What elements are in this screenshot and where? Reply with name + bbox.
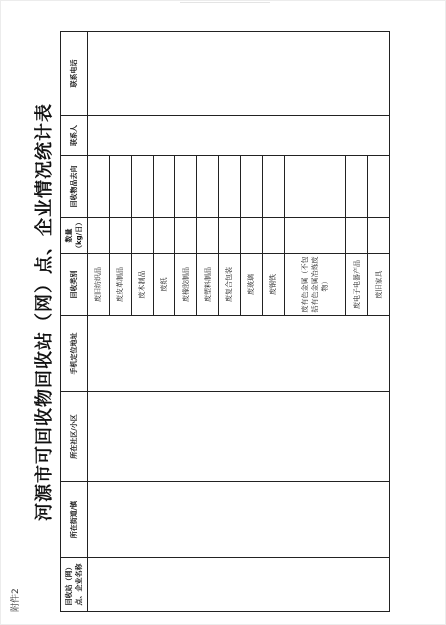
destination-cell[interactable]	[153, 156, 175, 218]
destination-cell[interactable]	[131, 156, 153, 218]
category-cell: 废橡胶制品	[175, 254, 197, 316]
document-title: 河源市可回收物回收站（网）点、企业情况统计表	[34, 103, 55, 521]
quantity-cell[interactable]	[368, 218, 390, 254]
header-community: 所在社区/小区	[61, 392, 88, 482]
category-cell: 废塑料制品	[197, 254, 219, 316]
category-cell: 废玻璃	[240, 254, 262, 316]
quantity-cell[interactable]	[197, 218, 219, 254]
destination-cell[interactable]	[368, 156, 390, 218]
destination-cell[interactable]	[284, 156, 346, 218]
table-row	[88, 32, 110, 612]
category-cell: 废有色金属（不包括有色金属冶炼废物）	[284, 254, 346, 316]
header-quantity: 数量（kg/日）	[61, 218, 88, 254]
header-station-name: 回收站（网）点、企业名称	[61, 558, 88, 612]
category-cell: 废复合包装	[219, 254, 241, 316]
destination-cell[interactable]	[240, 156, 262, 218]
destination-cell[interactable]	[346, 156, 368, 218]
destination-cell[interactable]	[197, 156, 219, 218]
header-contact: 联系人	[61, 116, 88, 156]
destination-cell[interactable]	[262, 156, 284, 218]
quantity-cell[interactable]	[346, 218, 368, 254]
header-row	[61, 32, 88, 612]
destination-cell[interactable]	[88, 156, 110, 218]
header-location: 手机定位地址	[61, 316, 88, 392]
rotated-sheet	[11, 12, 420, 612]
cell-location[interactable]	[88, 316, 390, 392]
header-category: 回收类别	[61, 254, 88, 316]
quantity-cell[interactable]	[284, 218, 346, 254]
top-header-mark	[180, 2, 270, 3]
quantity-cell[interactable]	[219, 218, 241, 254]
quantity-cell[interactable]	[131, 218, 153, 254]
category-cell: 废钢铁	[262, 254, 284, 316]
quantity-cell[interactable]	[153, 218, 175, 254]
destination-cell[interactable]	[109, 156, 131, 218]
category-cell: 废电子电器产品	[346, 254, 368, 316]
category-cell: 废旧纺织品	[88, 254, 110, 316]
cell-contact[interactable]	[88, 116, 390, 156]
quantity-cell[interactable]	[240, 218, 262, 254]
cell-station-name[interactable]	[88, 558, 390, 612]
header-phone: 联系电话	[61, 32, 88, 116]
cell-phone[interactable]	[88, 32, 390, 116]
quantity-cell[interactable]	[175, 218, 197, 254]
category-cell: 废木制品	[131, 254, 153, 316]
header-destination: 回收物品去向	[61, 156, 88, 218]
destination-cell[interactable]	[175, 156, 197, 218]
cell-community[interactable]	[88, 392, 390, 482]
quantity-cell[interactable]	[262, 218, 284, 254]
category-cell: 废纸	[153, 254, 175, 316]
quantity-cell[interactable]	[88, 218, 110, 254]
quantity-cell[interactable]	[109, 218, 131, 254]
attachment-label: 附件2	[11, 588, 21, 612]
header-street: 所在街道/镇	[61, 482, 88, 558]
destination-cell[interactable]	[219, 156, 241, 218]
category-cell: 废旧家具	[368, 254, 390, 316]
category-cell: 废皮革制品	[109, 254, 131, 316]
statistics-table	[60, 31, 390, 612]
cell-street[interactable]	[88, 482, 390, 558]
